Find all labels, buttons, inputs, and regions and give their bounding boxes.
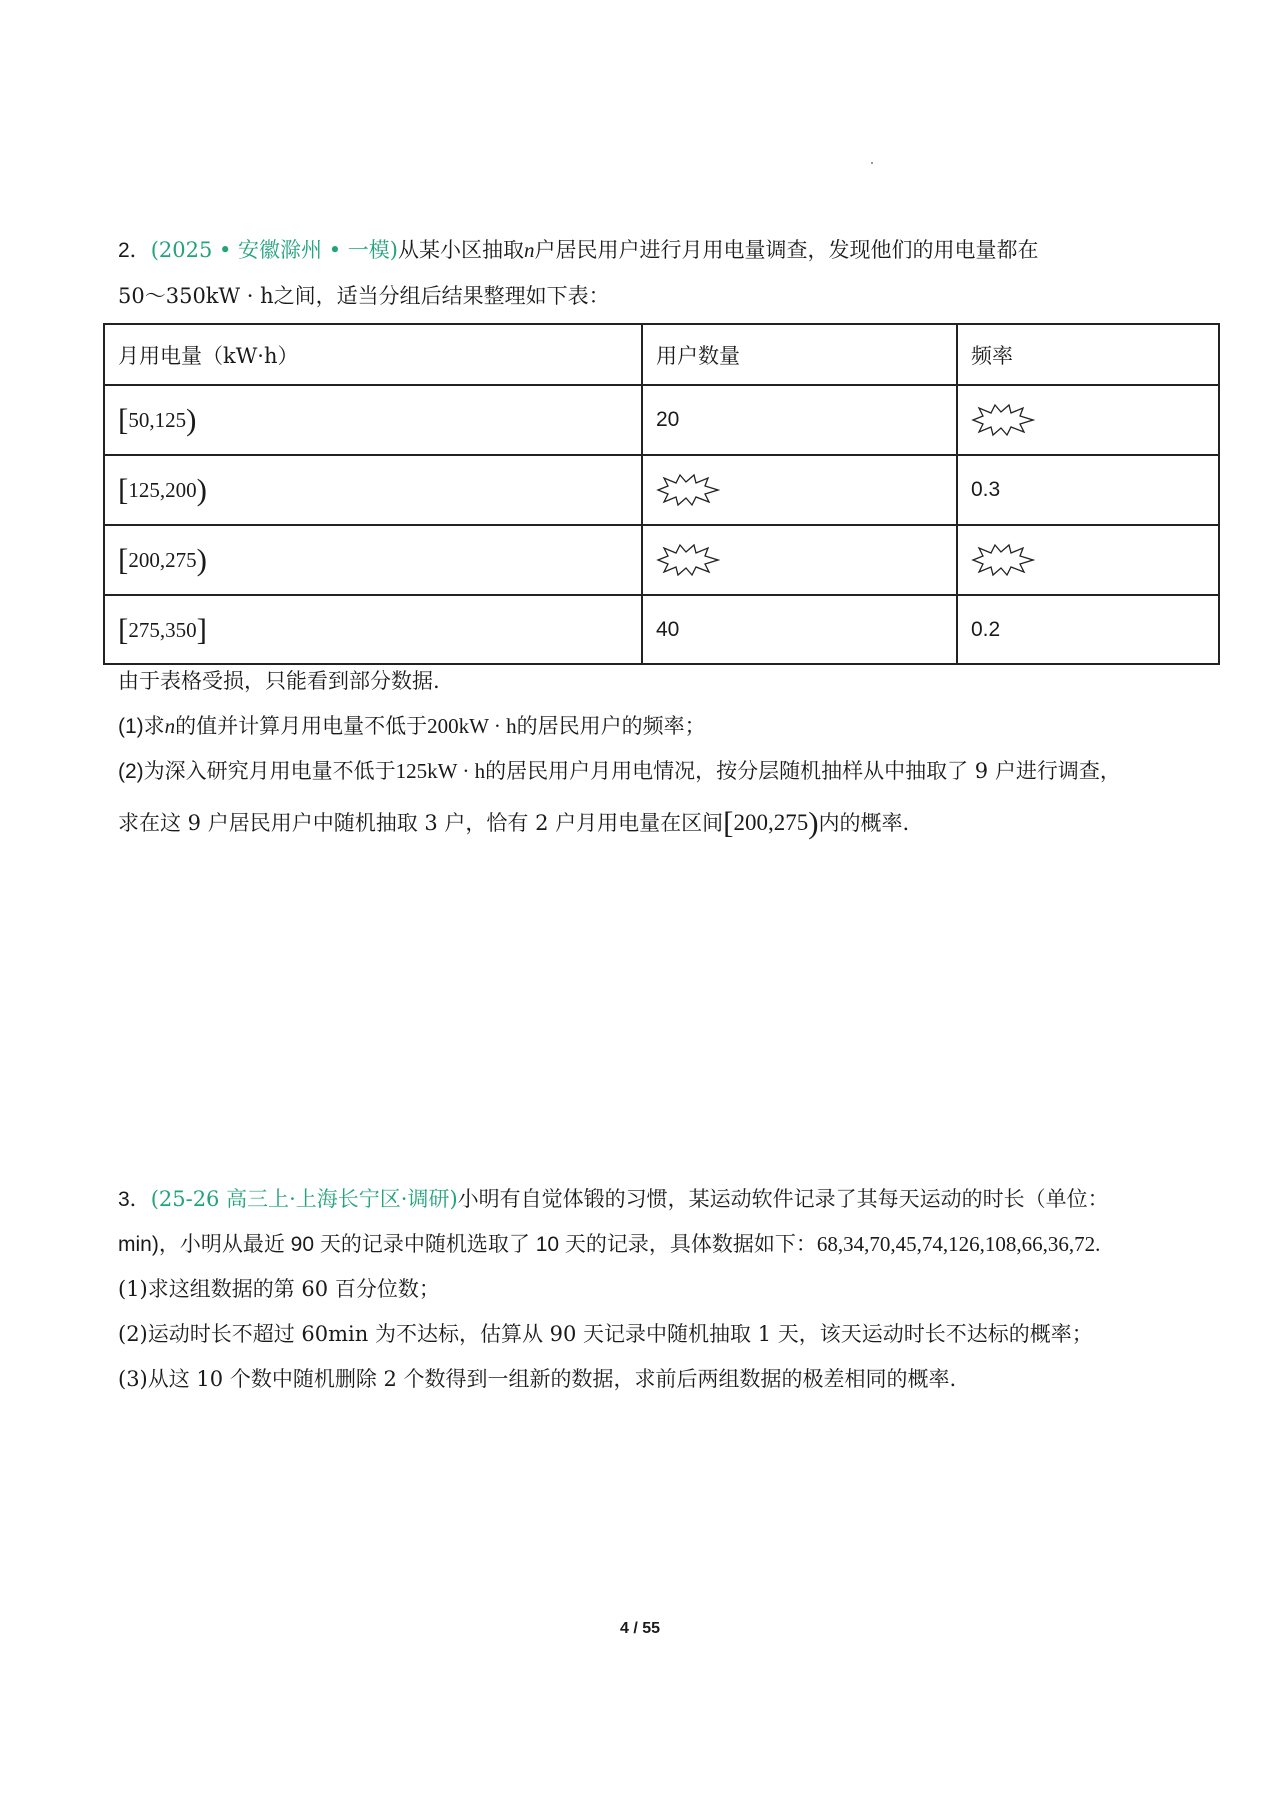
usage-table: [103, 323, 1220, 665]
q3-part-3: (3)从这 10 个数中随机删除 2 个数得到一组新的数据，求前后两组数据的极差相同的概率.: [118, 1367, 957, 1391]
damage-burst-icon: [971, 403, 1035, 437]
q3-source-tag: (25-26 高三上·上海长宁区·调研): [150, 1187, 458, 1211]
q3-line-1: 3．(25-26 高三上·上海长宁区·调研)小明有自觉体锻的习惯，某运动软件记录了其每天运动的时长（单位：: [118, 1187, 1109, 1211]
q2-part-1: (1)求n的值并计算月用电量不低于200kW · h的居民用户的频率；: [118, 714, 706, 738]
header-count: 用户数量: [642, 324, 957, 385]
q2-note: 由于表格受损，只能看到部分数据.: [118, 669, 440, 693]
interval-cell: [125,200): [104, 455, 642, 525]
freq-cell: 0.3: [957, 455, 1219, 525]
damaged-cell: [642, 455, 957, 525]
q2-part-2: (2)为深入研究月用电量不低于125kW · h的居民用户月用电情况，按分层随机抽样从中抽取了 9 户进行调查，: [118, 759, 1121, 783]
interval-cell: [50,125): [104, 385, 642, 455]
interval-cell: [275,350]: [104, 595, 642, 664]
damaged-cell: [957, 385, 1219, 455]
table-header-row: [104, 324, 1219, 385]
freq-cell: 0.2: [957, 595, 1219, 664]
table-row: [104, 525, 1219, 595]
q2-line-2: 50～350kW · h之间，适当分组后结果整理如下表：: [118, 284, 610, 308]
header-usage: 月用电量（kW·h）: [104, 324, 642, 385]
q3-line-2: min)，小明从最近 90 天的记录中随机选取了 10 天的记录，具体数据如下：68,34,70,45,74,126,108,66,36,72.: [118, 1232, 1101, 1256]
q2-part-2-line-2: 求在这 9 户居民用户中随机抽取 3 户，恰有 2 户月用电量在区间[200,275)内的概率.: [118, 805, 910, 840]
q3-number: 3．: [118, 1188, 151, 1211]
header-freq: 频率: [957, 324, 1219, 385]
table-row: [104, 455, 1219, 525]
page-number: 4 / 55: [619, 1620, 661, 1637]
damage-burst-icon: [971, 543, 1035, 577]
table-row: [104, 385, 1219, 455]
q2-number: 2．: [118, 239, 151, 262]
damage-burst-icon: [656, 543, 720, 577]
q3-part-2: (2)运动时长不超过 60min 为不达标，估算从 90 天记录中随机抽取 1 天，该天运动时长不达标的概率；: [118, 1322, 1093, 1346]
interval-cell: [200,275): [104, 525, 642, 595]
q3-part-1: (1)求这组数据的第 60 百分位数；: [118, 1277, 440, 1301]
count-cell: 20: [642, 385, 957, 455]
scan-dot: [871, 162, 873, 164]
damage-burst-icon: [656, 473, 720, 507]
damaged-cell: [957, 525, 1219, 595]
table-row: [104, 595, 1219, 664]
q2-source-tag: (2025 • 安徽滁州 • 一模): [150, 238, 398, 262]
q2-line-1: 2．(2025 • 安徽滁州 • 一模)从某小区抽取n户居民用户进行月用电量调查，发现他们的用电量都在: [118, 238, 1039, 262]
damaged-cell: [642, 525, 957, 595]
count-cell: 40: [642, 595, 957, 664]
